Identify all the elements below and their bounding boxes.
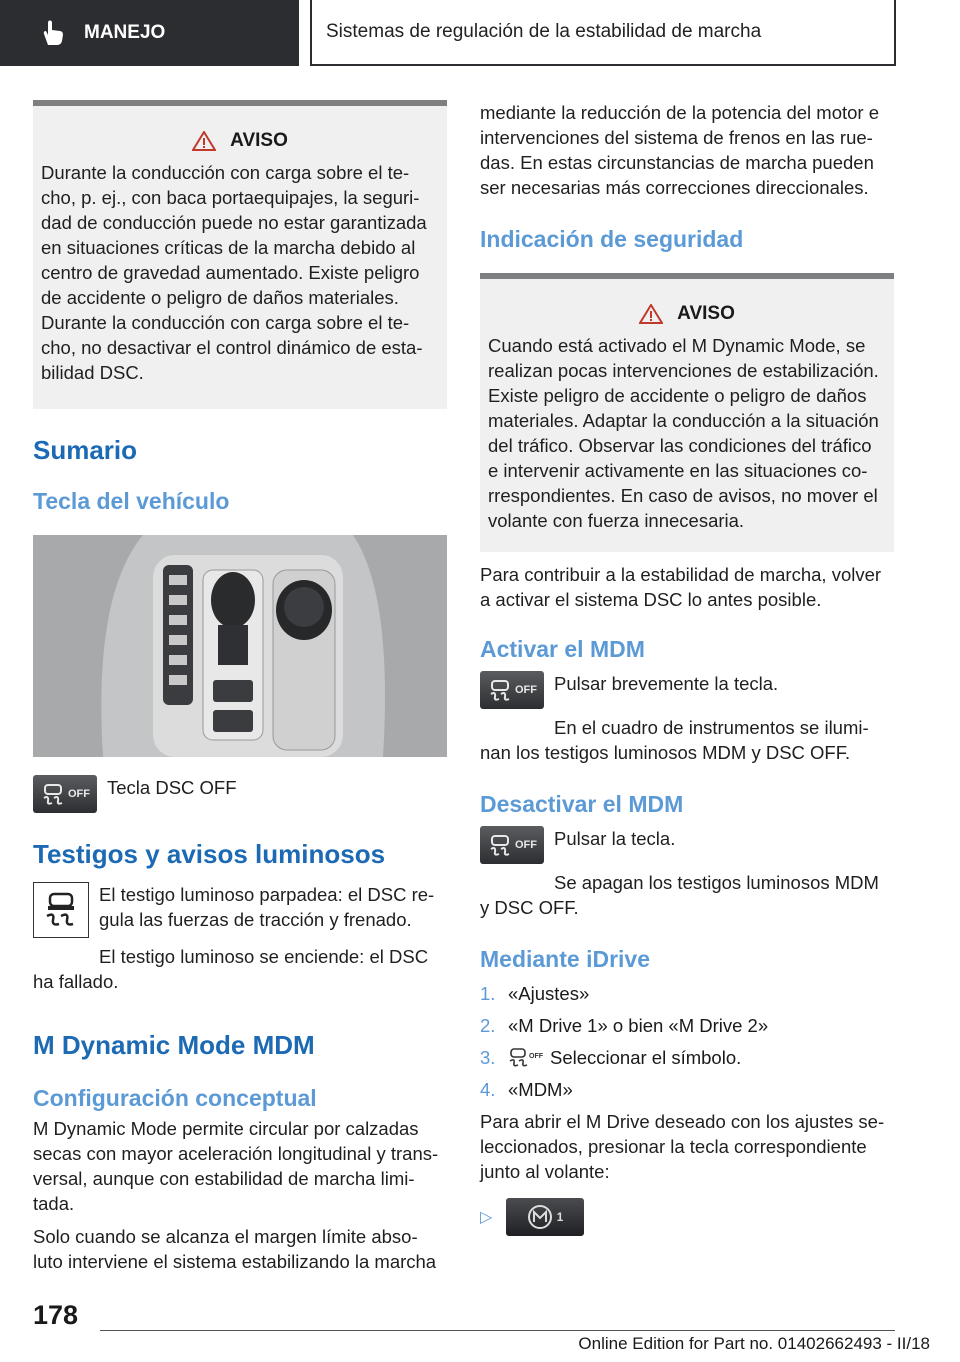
activar-text-1: Pulsar brevemente la tecla.	[554, 673, 779, 694]
dsc-off-button-icon: OFF	[480, 671, 544, 709]
right-column	[480, 100, 894, 1236]
m1-button-icon: 1	[506, 1198, 584, 1236]
heading-config: Configuración conceptual	[33, 1085, 317, 1111]
idrive-steps	[480, 981, 894, 1102]
warning-text: Durante la conducción con carga sobre el te‐cho, p. ej., con baca portaequipajes, la seguri‐dad de conducción puede no estar garantizada en situaciones críticas de la marcha debido al centro de gravedad aumentado. Existe peligro de accidente o peligro de daños materiales. Durante la conducción con carga sobre el te‐cho, no desactivar el control dinámico de esta‐bilidad DSC.	[41, 162, 427, 383]
dsc-off-button-icon: OFF	[480, 826, 544, 864]
bullet-marker: ▷	[480, 1209, 493, 1226]
config-text-2: Solo cuando se alcanza el margen límite abso‐luto interviene el sistema estabilizando la marcha	[33, 1226, 437, 1272]
testigo-text-1: El testigo luminoso parpadea: el DSC re‐gula las fuerzas de tracción y frenado.	[99, 884, 435, 930]
heading-idrive: Mediante iDrive	[480, 946, 650, 972]
warning-title: AVISO	[41, 130, 439, 152]
warning-triangle-icon	[639, 304, 663, 324]
testigo-row	[33, 882, 447, 938]
activar-text-2a: En el cuadro de instrumentos se ilumi‐	[554, 717, 869, 738]
desactivar-text-2b: y DSC OFF.	[480, 897, 579, 918]
dsc-warning-light-icon	[33, 882, 89, 938]
heading-activar: Activar el MDM	[480, 636, 645, 662]
heading-testigos: Testigos y avisos luminosos	[33, 839, 386, 869]
svg-text:OFF: OFF	[529, 1052, 543, 1060]
config-text-1: M Dynamic Mode permite circular por calzadas secas con mayor aceleración longitudinal y trans‐versal, aunque con estabilidad de marcha limi‐tada.	[33, 1118, 439, 1214]
dsc-off-key-row	[33, 775, 447, 813]
warning-title-2: AVISO	[488, 303, 886, 325]
desactivar-row	[480, 826, 894, 864]
header-section-tab	[0, 0, 299, 66]
activar-row	[480, 671, 894, 709]
desactivar-text-2a: Se apagan los testigos luminosos MDM	[554, 872, 879, 893]
dsc-off-caption: Tecla DSC OFF	[107, 777, 237, 798]
continuation-text: mediante la reducción de la potencia del motor e intervenciones del sistema de frenos en las rue‐das. En estas circunstancias de marcha pueden ser necesarias más correcciones direccionales.	[480, 102, 880, 198]
m-drive-row	[480, 1198, 894, 1236]
list-item: 2. «M Drive 1» o bien «M Drive 2»	[480, 1015, 769, 1036]
contrib-text: Para contribuir a la estabilidad de marcha, volver a activar el sistema DSC lo antes posible.	[480, 564, 882, 610]
testigo-text-2a: El testigo luminoso se enciende: el DSC	[99, 946, 429, 967]
car-skid-icon	[487, 679, 513, 701]
m-drive-icon	[527, 1204, 553, 1230]
heading-desactivar: Desactivar el MDM	[480, 791, 684, 817]
heading-seguridad: Indicación de seguridad	[480, 226, 744, 252]
header-chapter	[310, 0, 896, 66]
dsc-off-symbol-icon	[508, 1047, 544, 1069]
left-column	[33, 100, 447, 1274]
heading-sumario: Sumario	[33, 435, 138, 465]
page-number: 178	[33, 1300, 79, 1330]
warning-box	[33, 100, 447, 409]
footer-divider	[100, 1330, 895, 1331]
list-item: 1. «Ajustes»	[480, 983, 590, 1004]
vehicle-console-photo	[33, 535, 447, 757]
heading-tecla: Tecla del vehículo	[33, 488, 230, 514]
warning-text-2: Cuando está activado el M Dynamic Mode, se realizan pocas intervenciones de estabilización. Existe peligro de accidente o peligro de daños materiales. Adaptar la conducción a la situación del tráfico. Observar las condiciones del tráfico e intervenir activamente en las situaciones co‐rrespondientes. En caso de avisos, no mover el volante con fuerza innecesaria.	[488, 335, 879, 531]
final-text: Para abrir el M Drive deseado con los ajustes se‐leccionados, presionar la tecla correspondiente junto al volante:	[480, 1111, 885, 1182]
section-label: MANEJO	[84, 22, 166, 43]
car-skid-icon	[487, 834, 513, 856]
warning-box-2	[480, 273, 894, 552]
chapter-title: Sistemas de regulación de la estabilidad de marcha	[326, 21, 762, 42]
edition-note: Online Edition for Part no. 01402662493 - II/18	[578, 1334, 930, 1353]
warning-triangle-icon	[192, 131, 216, 151]
console-illustration	[33, 535, 447, 757]
list-item: 3. OFF Seleccionar el símbolo.	[480, 1047, 742, 1068]
heading-mdm: M Dynamic Mode MDM	[33, 1030, 315, 1060]
list-item: 4. «MDM»	[480, 1079, 573, 1100]
activar-text-2b: nan los testigos luminosos MDM y DSC OFF.	[480, 742, 851, 763]
hand-icon	[40, 19, 66, 47]
dsc-off-button-icon: OFF	[33, 775, 97, 813]
desactivar-text-1: Pulsar la tecla.	[554, 828, 676, 849]
testigo-text-2b: ha fallado.	[33, 971, 119, 992]
car-skid-icon	[40, 783, 66, 805]
